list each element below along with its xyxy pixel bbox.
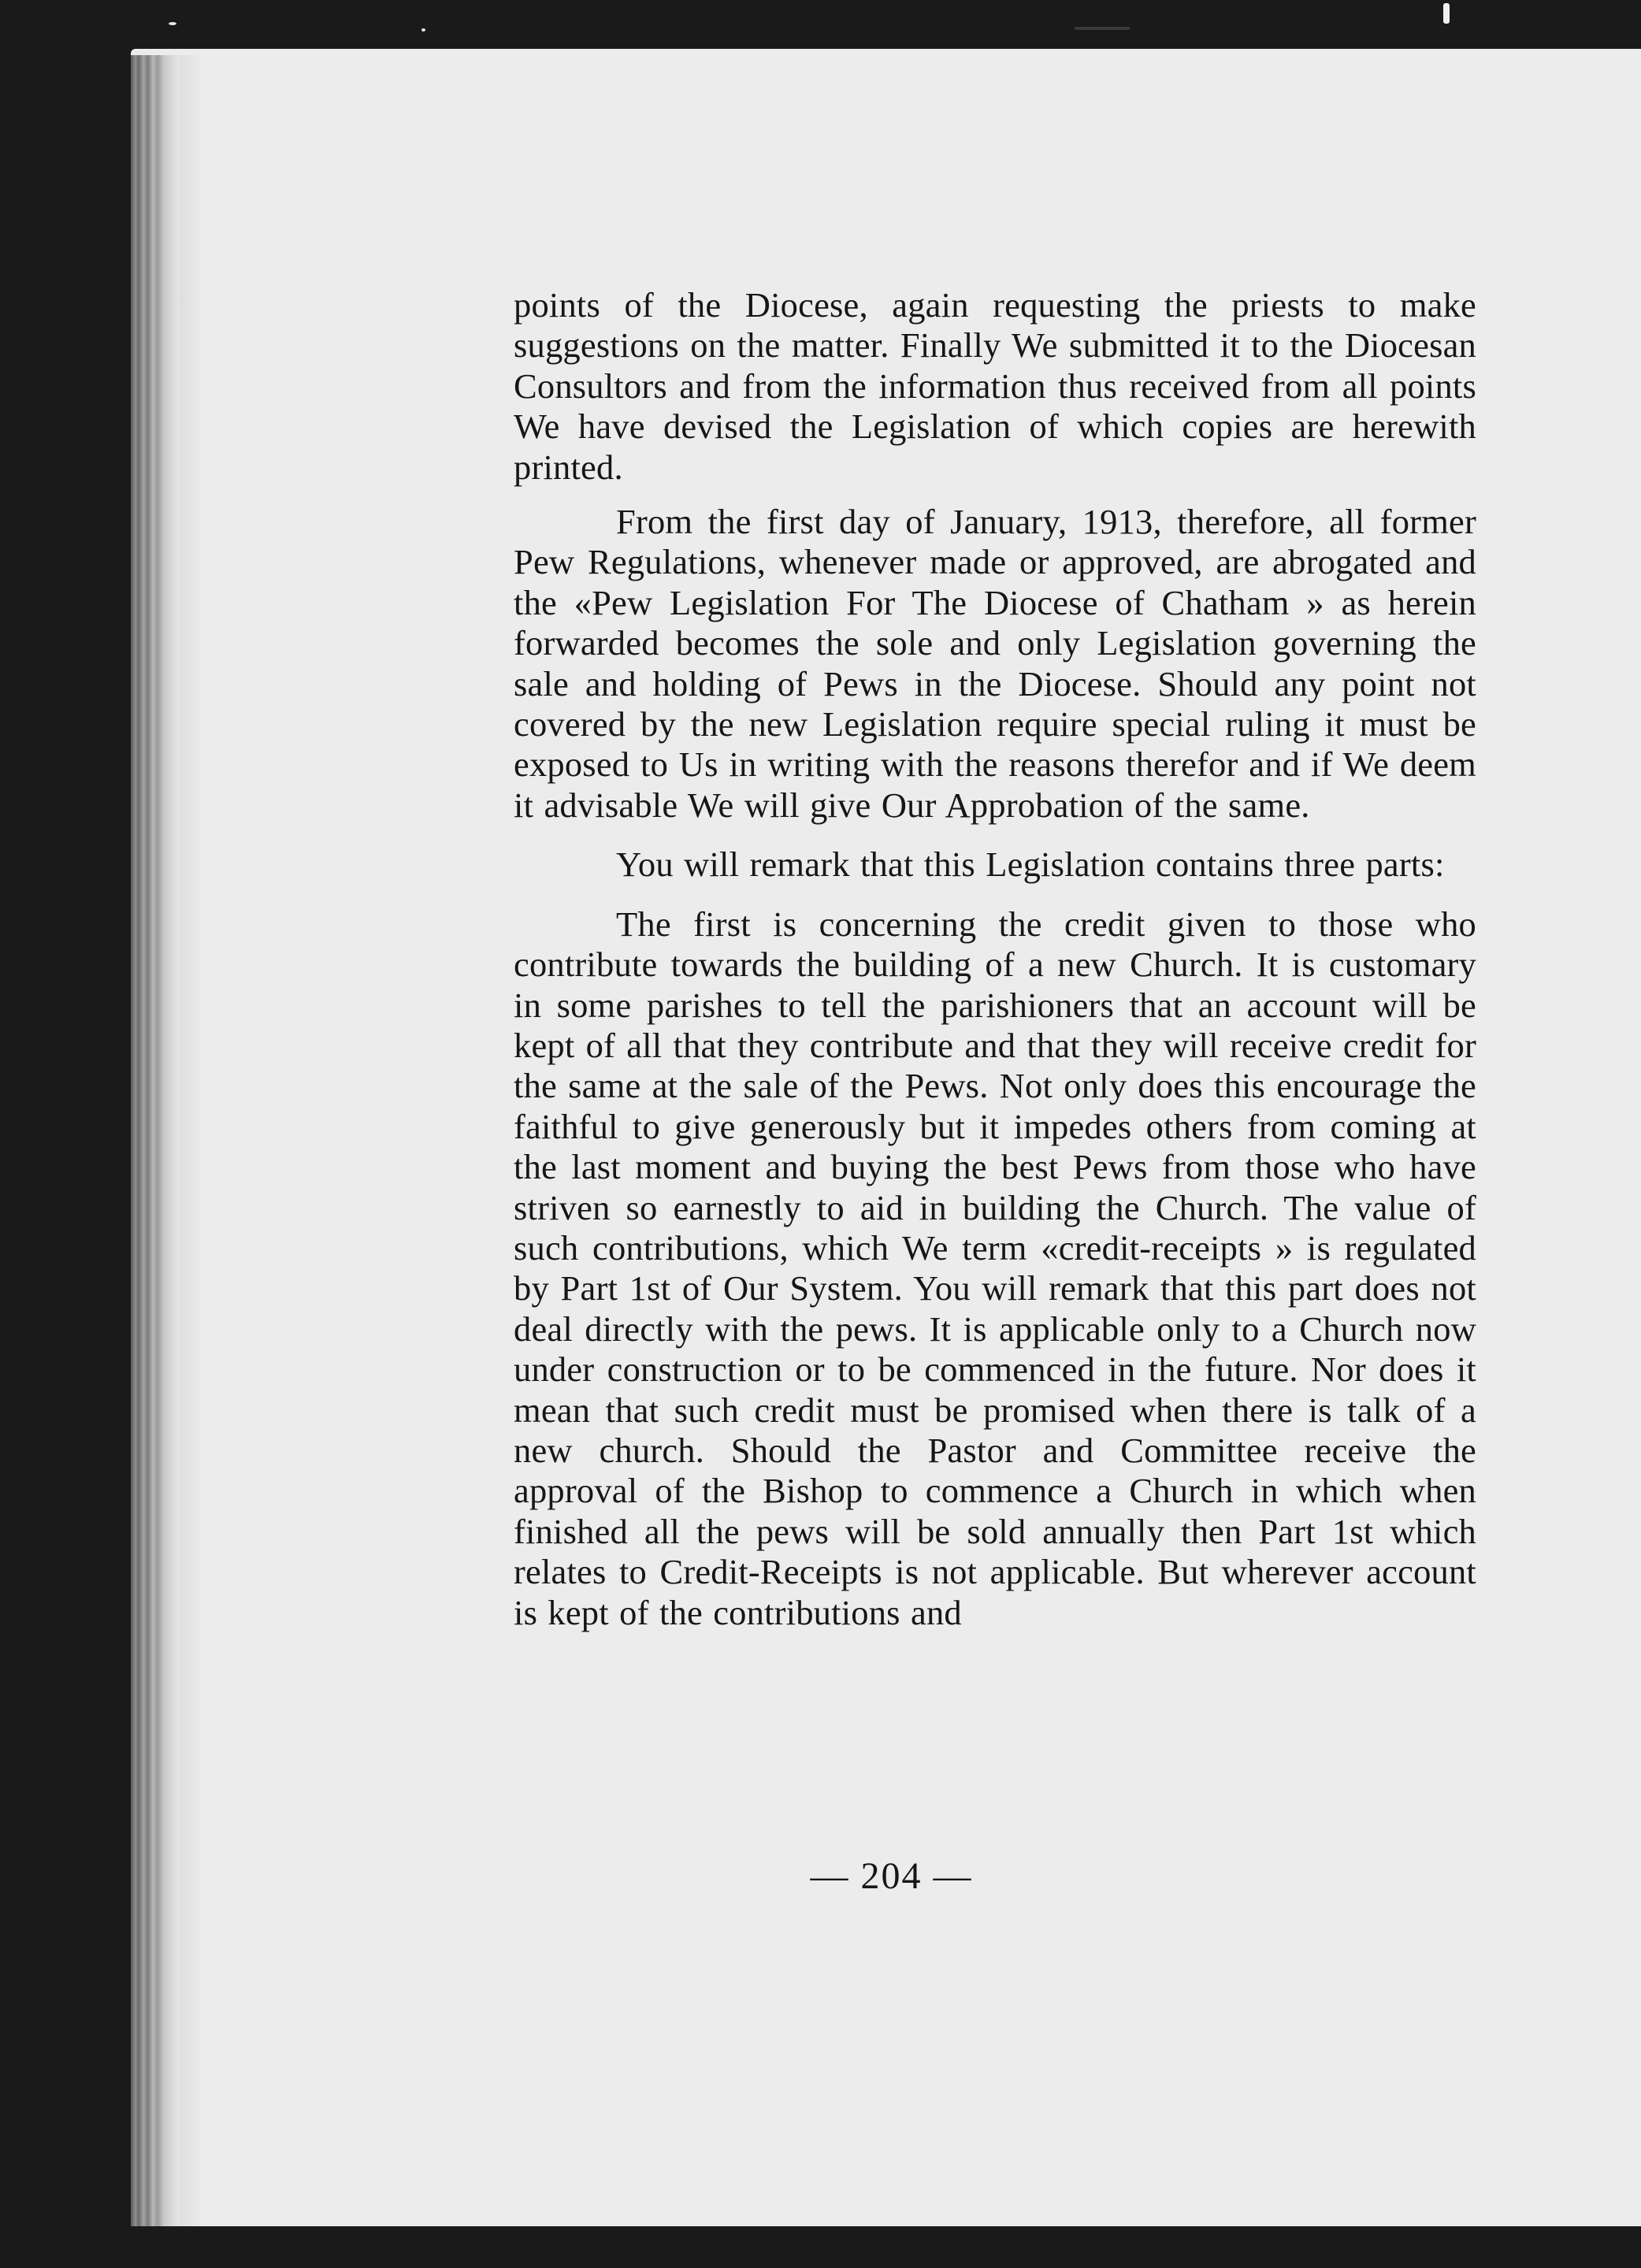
paragraph: The first is concerning the credit given to those who contribute towards the building of a new Church. It is customary in some parishes to tell the parishioners that an account will be kept of all that they contribute and that they will receive credit for the same at the sale of the Pews. Not only does this encourage the faithful to give generously but it impedes others from coming at the last moment and buying the best Pews from those who have striven so earnestly to aid in building the Church. The value of such contributions, which We term «credit-receipts » is regulated by Part 1st of Our System. You will remark that this part does not deal directly with the pews. It is applicable only to a Church now under construction or to be commenced in the future. Nor does it mean that such credit must be promised when there is talk of a new church. Should the Pastor and Committee receive the approval of the Bishop to commence a Church in which when finished all the pews will be sold annually then Part 1st which relates to Credit-Receipts is not applicable. But wherever account is kept of the contributions and [514,904,1476,1632]
paragraph: points of the Diocese, again requesting the priests to make suggestions on the matter. Finally We submitted it to the Diocesan Consultors and from the information thus received from all points We have devised the Legislation of which copies are herewith printed. [514,285,1476,487]
paragraph: You will remark that this Legislation contains three parts: [616,844,1445,885]
page-binding-edge [131,55,180,2226]
body-text [514,285,1476,1633]
page-gutter-shadow [180,55,203,2226]
page-number: — 204 — [810,1855,973,1897]
paragraph: From the first day of January, 1913, therefore, all former Pew Regulations, whenever made or approved, are abrogated and the «Pew Legislation For The Diocese of Chatham » as herein forwarded becomes the sole and only Legislation governing the sale and holding of Pews in the Diocese. Should any point not covered by the new Legislation require special ruling it must be exposed to Us in writing with the reasons therefor and if We deem it advisable We will give Our Approbation of the same. [514,502,1476,825]
scan-speck [169,22,176,25]
scan-speck [1075,27,1130,30]
scan-speck [421,28,425,32]
scan-speck [1443,3,1450,24]
